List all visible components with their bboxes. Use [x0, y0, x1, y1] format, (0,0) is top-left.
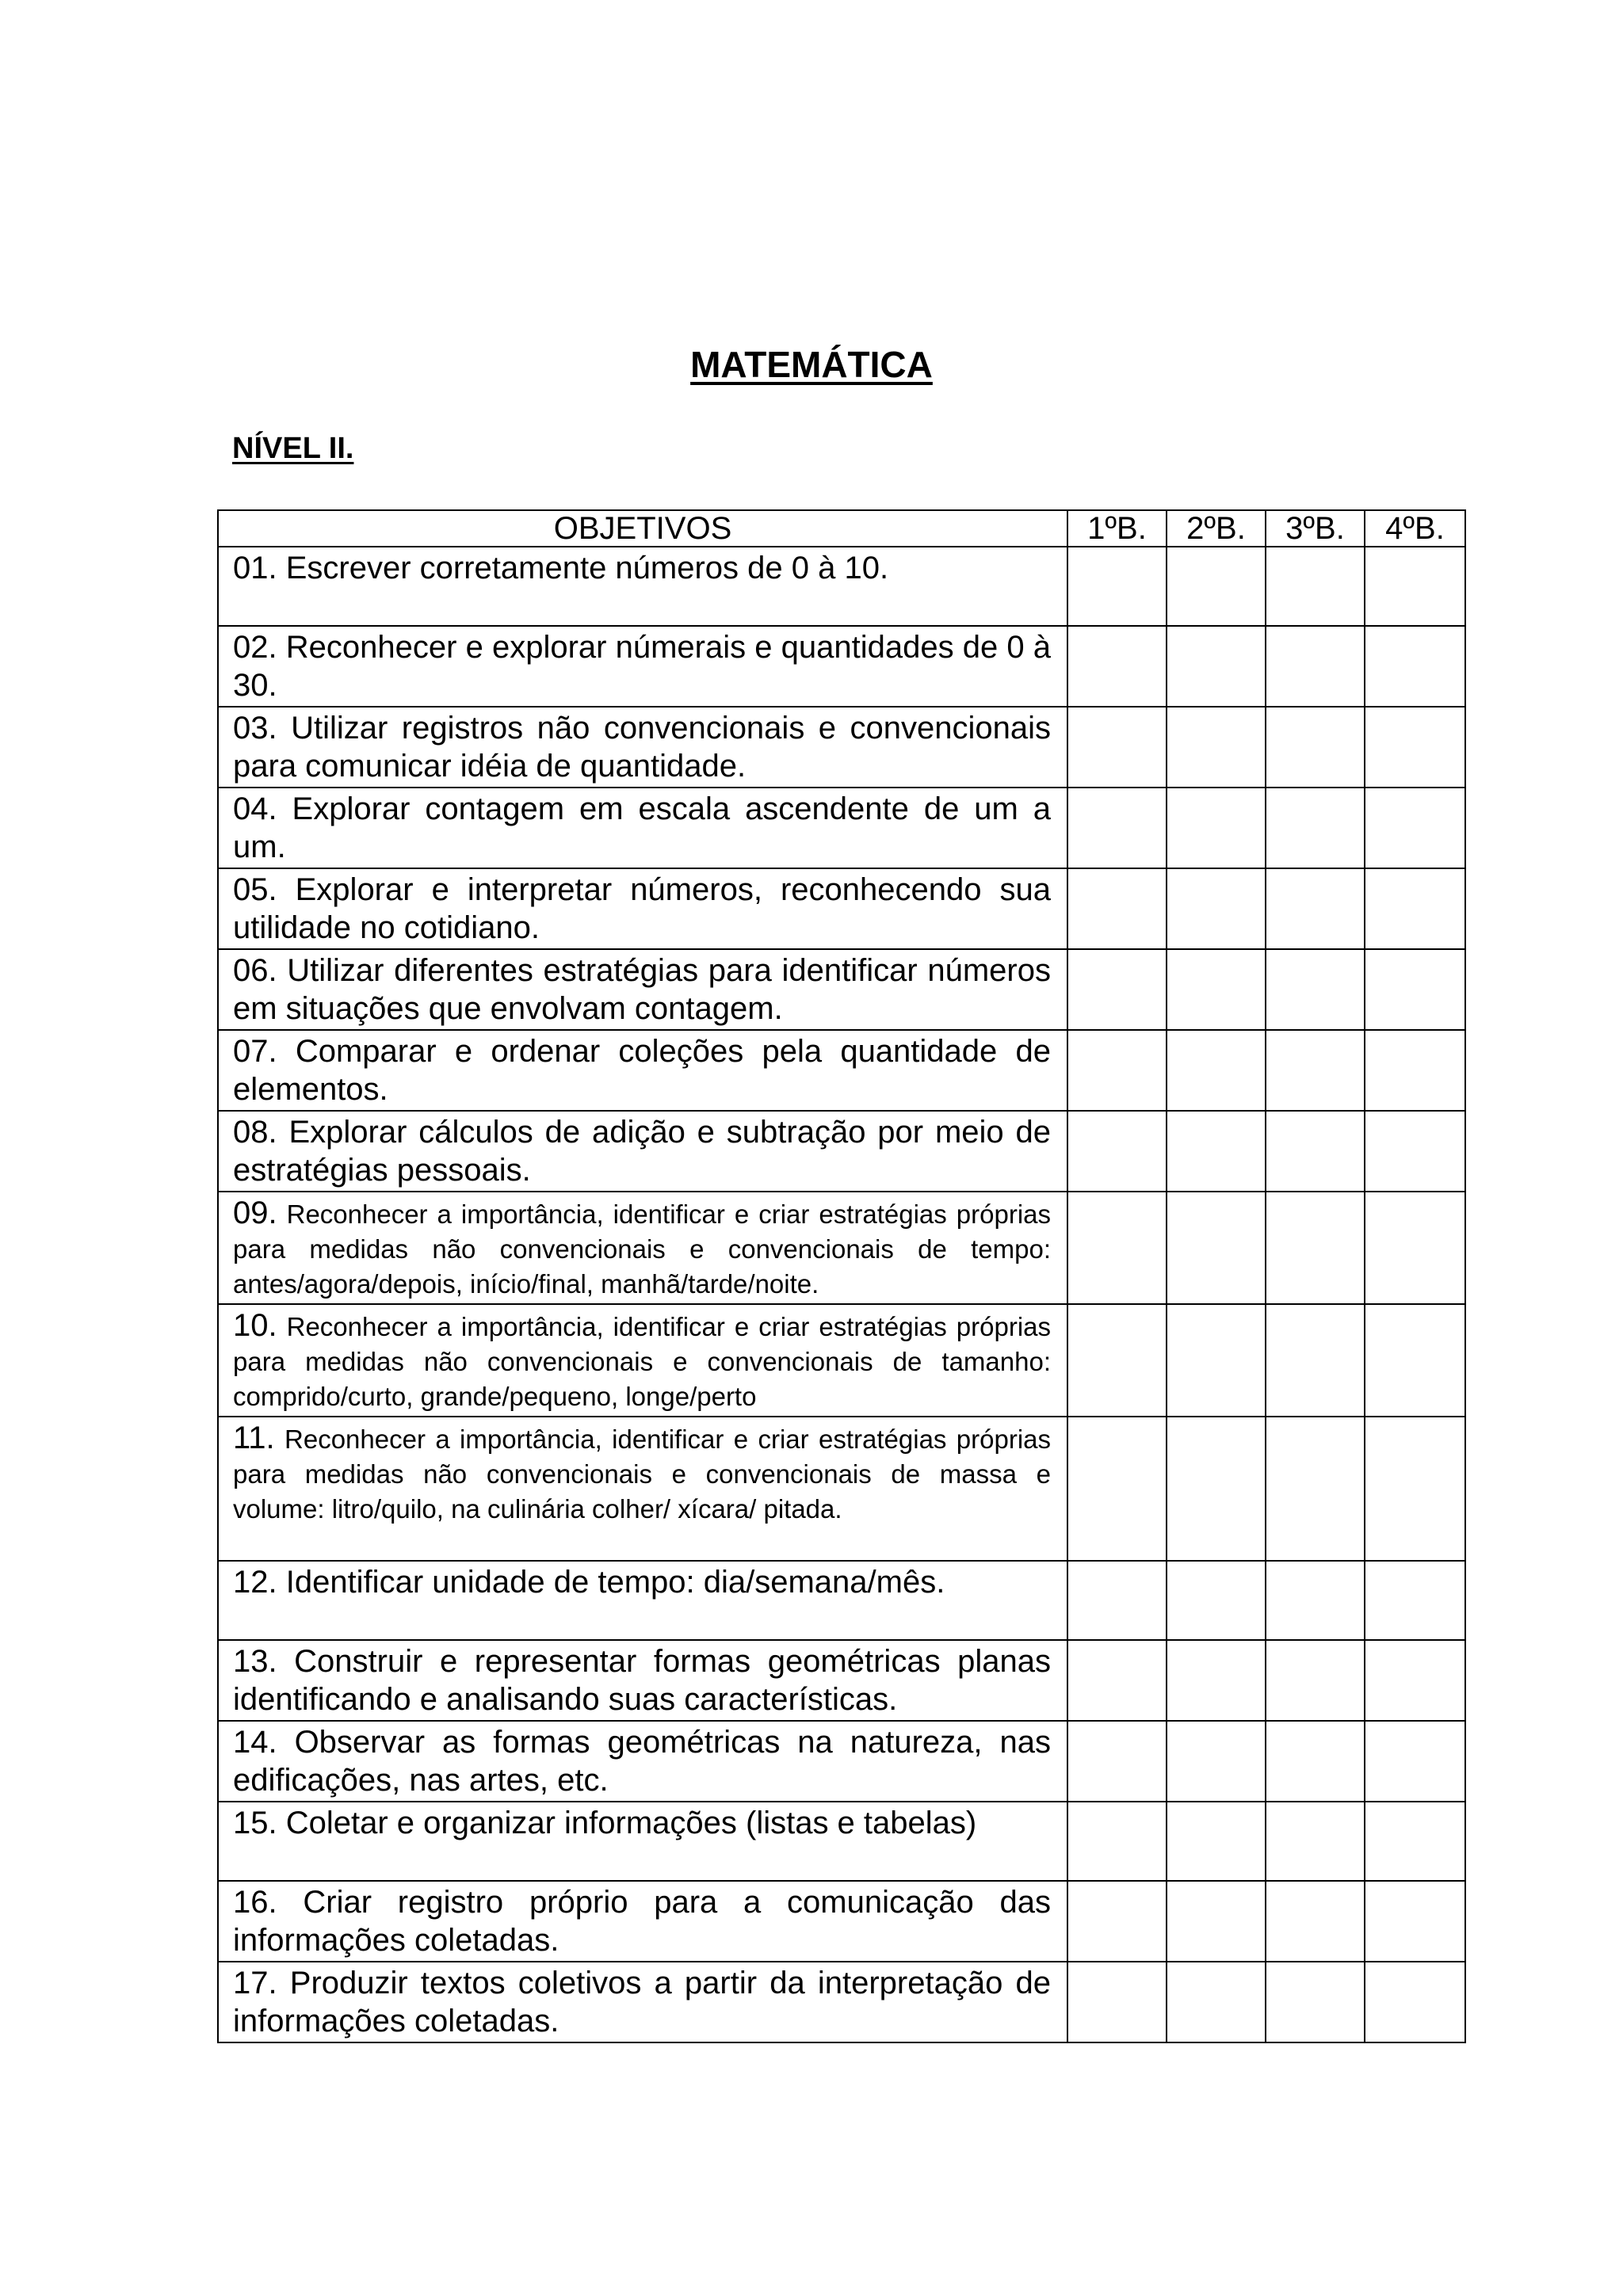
objective-text [218, 1192, 1067, 1304]
bimester-1-cell [1067, 1561, 1167, 1640]
bimester-4-cell [1365, 949, 1465, 1030]
bimester-3-cell [1266, 949, 1365, 1030]
bimester-1-cell [1067, 788, 1167, 868]
bimester-3-cell [1266, 1417, 1365, 1561]
bimester-2-cell [1167, 949, 1266, 1030]
table-row [218, 1640, 1465, 1721]
objective-text [218, 1417, 1067, 1561]
objective-number: 11. [233, 1421, 275, 1455]
bimester-1-cell [1067, 1721, 1167, 1802]
bimester-4-cell [1365, 788, 1465, 868]
objective-text: 01. Escrever corretamente números de 0 à 10. [218, 547, 1067, 626]
bimester-2-cell [1167, 1640, 1266, 1721]
header-bimester-4: 4ºB. [1365, 510, 1465, 547]
bimester-3-cell [1266, 1640, 1365, 1721]
bimester-3-cell [1266, 707, 1365, 788]
objective-description: Reconhecer a importância, identificar e criar estratégias próprias para medidas não convencionais e convencionais de massa e volume: litro/quilo, na culinária colher/ xícara/ pitada. [233, 1425, 1052, 1524]
bimester-3-cell [1266, 1802, 1365, 1881]
objectives-table [217, 509, 1466, 2043]
bimester-3-cell [1266, 626, 1365, 707]
bimester-4-cell [1365, 1192, 1465, 1304]
objective-text: 04. Explorar contagem em escala ascendente de um a um. [218, 788, 1067, 868]
bimester-3-cell [1266, 1962, 1365, 2042]
objective-text: 17. Produzir textos coletivos a partir da interpretação de informações coletadas. [218, 1962, 1067, 2042]
bimester-2-cell [1167, 626, 1266, 707]
table-row [218, 1030, 1465, 1111]
table-row [218, 1192, 1465, 1304]
bimester-1-cell [1067, 1417, 1167, 1561]
objective-text: 06. Utilizar diferentes estratégias para identificar números em situações que envolvam contagem. [218, 949, 1067, 1030]
header-objectives: OBJETIVOS [218, 510, 1067, 547]
bimester-4-cell [1365, 1111, 1465, 1192]
bimester-2-cell [1167, 1111, 1266, 1192]
bimester-3-cell [1266, 1304, 1365, 1417]
bimester-1-cell [1067, 1111, 1167, 1192]
bimester-2-cell [1167, 1417, 1266, 1561]
bimester-1-cell [1067, 949, 1167, 1030]
bimester-4-cell [1365, 547, 1465, 626]
bimester-4-cell [1365, 1802, 1465, 1881]
header-row [218, 510, 1465, 547]
bimester-4-cell [1365, 626, 1465, 707]
bimester-2-cell [1167, 868, 1266, 949]
bimester-3-cell [1266, 1561, 1365, 1640]
bimester-3-cell [1266, 1721, 1365, 1802]
bimester-2-cell [1167, 1192, 1266, 1304]
objective-text: 02. Reconhecer e explorar númerais e quantidades de 0 à 30. [218, 626, 1067, 707]
objective-number: 09. [233, 1196, 277, 1230]
table-row [218, 626, 1465, 707]
bimester-4-cell [1365, 1640, 1465, 1721]
table-row [218, 949, 1465, 1030]
table-row [218, 1304, 1465, 1417]
bimester-3-cell [1266, 868, 1365, 949]
bimester-4-cell [1365, 1721, 1465, 1802]
table-row [218, 1802, 1465, 1881]
bimester-4-cell [1365, 1417, 1465, 1561]
table-row [218, 788, 1465, 868]
bimester-2-cell [1167, 1721, 1266, 1802]
bimester-4-cell [1365, 1030, 1465, 1111]
bimester-2-cell [1167, 1030, 1266, 1111]
bimester-3-cell [1266, 1881, 1365, 1962]
table-row [218, 1561, 1465, 1640]
bimester-1-cell [1067, 1640, 1167, 1721]
bimester-1-cell [1067, 1192, 1167, 1304]
header-bimester-3: 3ºB. [1266, 510, 1365, 547]
bimester-3-cell [1266, 1111, 1365, 1192]
objective-text: 05. Explorar e interpretar números, reconhecendo sua utilidade no cotidiano. [218, 868, 1067, 949]
objective-description: Reconhecer a importância, identificar e criar estratégias próprias para medidas não convencionais e convencionais de tempo: antes/agora/depois, início/final, manhã/tarde/noite. [233, 1199, 1052, 1299]
objective-text: 07. Comparar e ordenar coleções pela quantidade de elementos. [218, 1030, 1067, 1111]
table-row [218, 1721, 1465, 1802]
objective-text: 14. Observar as formas geométricas na natureza, nas edificações, nas artes, etc. [218, 1721, 1067, 1802]
bimester-1-cell [1067, 626, 1167, 707]
bimester-4-cell [1365, 707, 1465, 788]
bimester-2-cell [1167, 1962, 1266, 2042]
bimester-3-cell [1266, 788, 1365, 868]
bimester-1-cell [1067, 1802, 1167, 1881]
objective-text: 08. Explorar cálculos de adição e subtração por meio de estratégias pessoais. [218, 1111, 1067, 1192]
bimester-2-cell [1167, 788, 1266, 868]
table-row [218, 1881, 1465, 1962]
bimester-1-cell [1067, 1304, 1167, 1417]
table-row [218, 868, 1465, 949]
bimester-4-cell [1365, 1881, 1465, 1962]
bimester-2-cell [1167, 1802, 1266, 1881]
objective-number: 10. [233, 1308, 277, 1343]
objective-text: 16. Criar registro próprio para a comunicação das informações coletadas. [218, 1881, 1067, 1962]
bimester-3-cell [1266, 1030, 1365, 1111]
bimester-2-cell [1167, 1561, 1266, 1640]
table-row [218, 1417, 1465, 1561]
bimester-4-cell [1365, 1304, 1465, 1417]
table-row [218, 1962, 1465, 2042]
bimester-1-cell [1067, 1881, 1167, 1962]
bimester-2-cell [1167, 1304, 1266, 1417]
bimester-3-cell [1266, 547, 1365, 626]
header-bimester-2: 2ºB. [1167, 510, 1266, 547]
table-row [218, 707, 1465, 788]
bimester-4-cell [1365, 1962, 1465, 2042]
table-row [218, 1111, 1465, 1192]
objective-text: 12. Identificar unidade de tempo: dia/semana/mês. [218, 1561, 1067, 1640]
objective-text: 03. Utilizar registros não convencionais e convencionais para comunicar idéia de quantidade. [218, 707, 1067, 788]
bimester-1-cell [1067, 868, 1167, 949]
bimester-1-cell [1067, 707, 1167, 788]
bimester-2-cell [1167, 547, 1266, 626]
bimester-1-cell [1067, 1030, 1167, 1111]
page-title: MATEMÁTICA [690, 344, 933, 385]
bimester-3-cell [1266, 1192, 1365, 1304]
bimester-1-cell [1067, 547, 1167, 626]
objective-text: 15. Coletar e organizar informações (listas e tabelas) [218, 1802, 1067, 1881]
bimester-2-cell [1167, 707, 1266, 788]
level-heading: NÍVEL II. [232, 432, 354, 465]
objective-description: Reconhecer a importância, identificar e criar estratégias próprias para medidas não convencionais e convencionais de tamanho: comprido/curto, grande/pequeno, longe/perto [233, 1312, 1052, 1411]
bimester-2-cell [1167, 1881, 1266, 1962]
header-bimester-1: 1ºB. [1067, 510, 1167, 547]
bimester-1-cell [1067, 1962, 1167, 2042]
objective-text: 13. Construir e representar formas geométricas planas identificando e analisando suas características. [218, 1640, 1067, 1721]
table-row [218, 547, 1465, 626]
objective-text [218, 1304, 1067, 1417]
bimester-4-cell [1365, 868, 1465, 949]
bimester-4-cell [1365, 1561, 1465, 1640]
